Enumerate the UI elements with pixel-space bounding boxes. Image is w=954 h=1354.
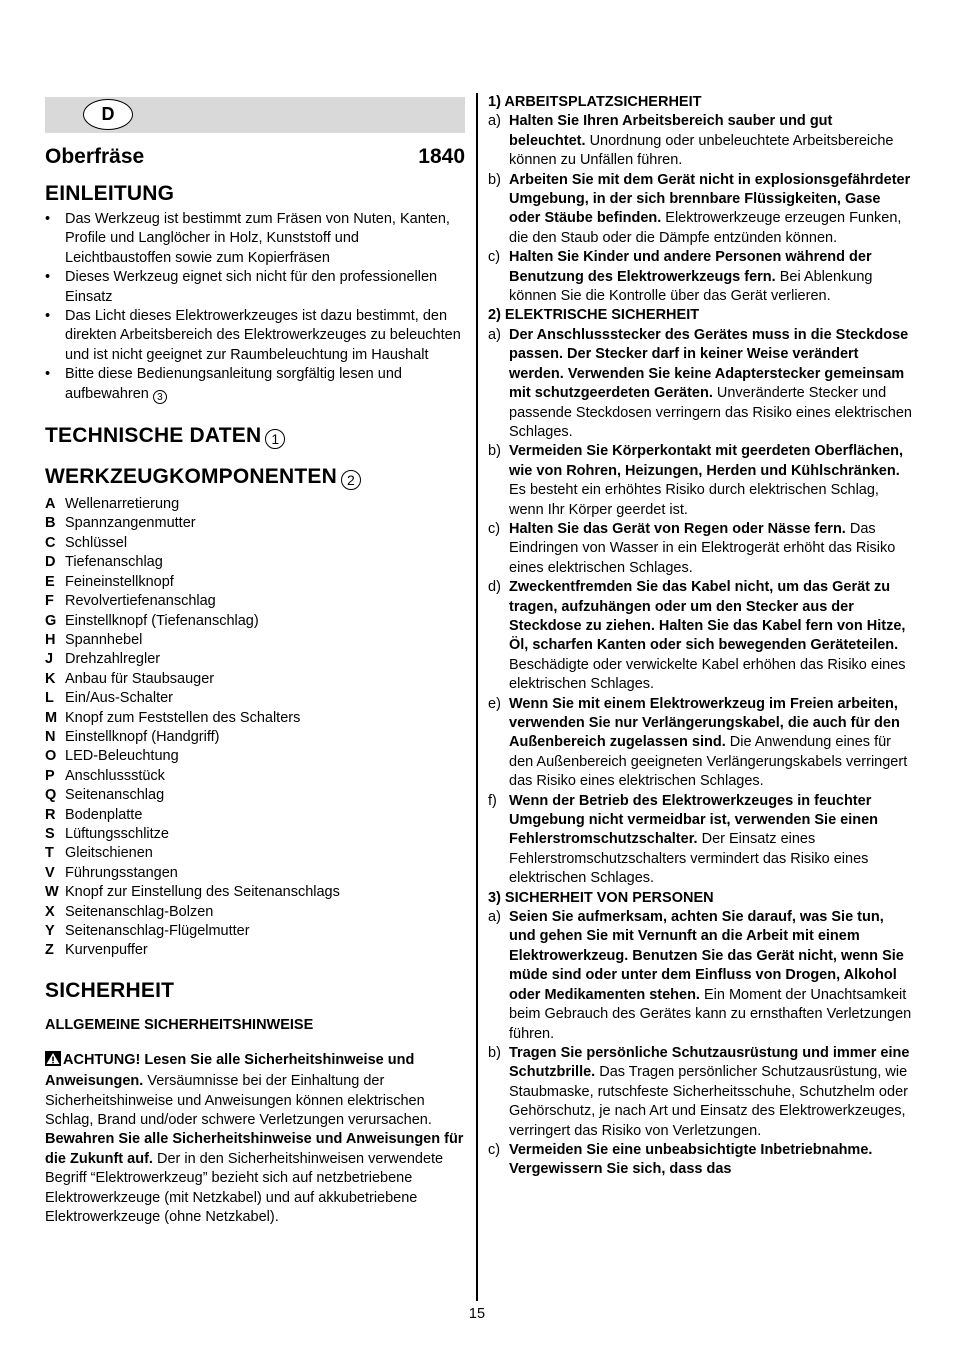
component-item <box>45 922 465 941</box>
component-item <box>45 553 465 572</box>
component-key: C <box>45 534 56 551</box>
item-letter: b) <box>488 443 501 460</box>
product-name: Oberfräse <box>45 145 145 168</box>
component-label: Führungsstangen <box>65 864 178 881</box>
safety-item <box>488 695 912 792</box>
component-key: K <box>45 670 56 687</box>
component-item <box>45 747 465 766</box>
component-item <box>45 592 465 611</box>
component-label: Gleitschienen <box>65 845 153 862</box>
safety-item <box>488 171 912 249</box>
component-label: Knopf zur Einstellung des Seitenanschlags <box>65 884 340 901</box>
component-key: R <box>45 806 56 823</box>
component-key: H <box>45 631 56 648</box>
component-item <box>45 495 465 514</box>
component-item <box>45 670 465 689</box>
list-item: • Das Werkzeug ist bestimmt zum Fräsen von Nuten, Kanten, Profile und Langlöcher in Holz, Kunststoff und Leichtbaustoffen sowie zum Kopierfräsen <box>45 211 450 266</box>
component-label: Lüftungsschlitze <box>65 825 169 842</box>
safety-item <box>488 520 912 578</box>
component-item <box>45 650 465 669</box>
component-key: O <box>45 748 57 765</box>
component-label: Anschlussstück <box>65 767 165 784</box>
component-key: N <box>45 728 56 745</box>
component-key: V <box>45 864 55 881</box>
component-label: Einstellknopf (Handgriff) <box>65 728 220 745</box>
component-key: T <box>45 845 54 862</box>
component-label: Spannzangenmutter <box>65 515 196 532</box>
component-item <box>45 612 465 631</box>
product-title-row <box>45 145 465 169</box>
page-number: 15 <box>468 1306 486 1322</box>
component-item <box>45 941 465 960</box>
component-item <box>45 864 465 883</box>
item-text: Halten Sie Ihren Arbeitsbereich sauber und gut beleuchtet. Unordnung oder unbeleuchtete Arbeitsbereiche können zu Unfällen führen. <box>509 113 894 169</box>
list-item: • Bitte diese Bedienungsanleitung sorgfältig lesen und aufbewahren 3 <box>45 366 402 403</box>
component-key: F <box>45 593 54 610</box>
item-letter: a) <box>488 326 501 343</box>
item-letter: b) <box>488 1044 501 1061</box>
item-text: Der Anschlussstecker des Gerätes muss in die Steckdose passen. Der Stecker darf in keiner Weise verändert werden. Verwenden Sie keine Adapterstecker gemeinsam mit schutzgeerdeten Geräten. Unveränderte Stecker und passende Steckdosen verringern das Risiko eines elektrischen Schlages. <box>509 326 912 440</box>
component-item <box>45 709 465 728</box>
component-key: W <box>45 884 59 901</box>
figure-ref-1: 1 <box>265 429 285 449</box>
list-item: • Dieses Werkzeug eignet sich nicht für den professionellen Einsatz <box>45 269 438 305</box>
item-letter: a) <box>488 113 501 130</box>
component-key: J <box>45 651 54 668</box>
component-key: G <box>45 612 57 629</box>
component-label: Seitenanschlag-Flügelmutter <box>65 923 250 939</box>
component-label: Wellenarretierung <box>65 496 180 513</box>
item-letter: c) <box>488 1141 501 1158</box>
component-item <box>45 689 465 708</box>
general-safety-heading: ALLGEMEINE SICHERHEITSHINWEISE <box>45 1016 314 1033</box>
component-label: Revolvertiefenanschlag <box>65 593 216 610</box>
component-item <box>45 728 465 747</box>
column-divider <box>476 93 478 1301</box>
product-model: 1840 <box>418 145 465 168</box>
component-key: M <box>45 709 58 726</box>
safety-item <box>488 326 912 442</box>
component-label: Tiefenanschlag <box>65 554 163 571</box>
component-key: L <box>45 690 54 707</box>
component-item <box>45 767 465 786</box>
component-label: Feineinstellknopf <box>65 573 174 590</box>
item-text: Halten Sie das Gerät von Regen oder Nässe fern. Das Eindringen von Wasser in ein Elektrogerät erhöht das Risiko eines elektrischen Schlages. <box>509 520 896 576</box>
safety-item <box>488 112 912 170</box>
component-item <box>45 844 465 863</box>
component-item <box>45 534 465 553</box>
component-key: D <box>45 554 56 571</box>
component-item <box>45 514 465 533</box>
tech-heading: TECHNISCHE DATEN 1 <box>45 424 465 449</box>
safety-item <box>488 908 912 1044</box>
item-letter: c) <box>488 249 501 266</box>
component-label: Spannhebel <box>65 631 143 648</box>
item-text: Wenn Sie mit einem Elektrowerkzeug im Freien arbeiten, verwenden Sie nur Verlängerungskabel, die auch für den Außenbereich zugelassen sind. Die Anwendung eines für den Außenbereich geeigneten Verlängerungskabels verringert das Risiko eines elektrischen Schlages. <box>509 695 908 790</box>
left-column <box>45 97 465 1227</box>
component-label: Einstellknopf (Tiefenanschlag) <box>65 612 259 629</box>
item-text: Vermeiden Sie eine unbeabsichtigte Inbetriebnahme. Vergewissern Sie sich, dass das <box>509 1141 873 1178</box>
component-key: E <box>45 573 55 590</box>
warning-icon <box>45 1051 61 1072</box>
safety-item <box>488 1044 912 1141</box>
item-letter: d) <box>488 579 501 596</box>
safety-item <box>488 248 912 306</box>
component-key: Z <box>45 942 54 959</box>
figure-ref-3: 3 <box>153 390 167 404</box>
component-label: Knopf zum Feststellen des Schalters <box>65 709 301 726</box>
item-text: Wenn der Betrieb des Elektrowerkzeuges in feuchter Umgebung nicht vermeidbar ist, verwenden Sie einen Fehlerstromschutzschalter. Der Einsatz eines Fehlerstromschutzschalters vermindert das Risiko eines elektrischen Schlages. <box>509 792 879 887</box>
component-label: Ein/Aus-Schalter <box>65 690 173 707</box>
right-column <box>488 93 912 1180</box>
item-letter: c) <box>488 520 501 537</box>
safety-item <box>488 1141 912 1180</box>
components-list <box>45 495 465 961</box>
component-label: LED-Beleuchtung <box>65 748 179 765</box>
item-text: Halten Sie Kinder und andere Personen während der Benutzung des Elektrowerkzeugs fern. Bei Ablenkung können Sie die Kontrolle über das Gerät verlieren. <box>509 249 873 305</box>
component-key: Y <box>45 923 55 939</box>
item-text: Seien Sie aufmerksam, achten Sie darauf, was Sie tun, und gehen Sie mit Vernunft an die Arbeit mit einem Elektrowerkzeug. Benutzen Sie das Gerät nicht, wenn Sie müde sind oder unter dem Einfluss von Drogen, Alkohol oder Medikamenten stehen. Ein Moment der Unachtsamkeit beim Gebrauch des Gerätes kann zu ernsthaften Verletzungen führen. <box>509 909 912 1042</box>
component-label: Seitenanschlag-Bolzen <box>65 903 214 920</box>
item-letter: e) <box>488 695 501 712</box>
component-label: Drehzahlregler <box>65 651 161 668</box>
component-key: X <box>45 903 55 920</box>
component-key: A <box>45 496 56 513</box>
safety-heading: SICHERHEIT <box>45 978 175 1002</box>
component-item <box>45 631 465 650</box>
item-text: Tragen Sie persönliche Schutzausrüstung und immer eine Schutzbrille. Das Tragen persönlicher Schutzausrüstung, wie Staubmaske, rutschfeste Sicherheitsschuhe, Schutzhelm oder Gehörschutz, je nach Art und Einsatz des Elektrowerkzeuges, verringert das Risiko von Verletzungen. <box>509 1044 910 1139</box>
item-letter: a) <box>488 909 501 926</box>
item-letter: f) <box>488 792 497 809</box>
item-text: Zweckentfremden Sie das Kabel nicht, um das Gerät zu tragen, aufzuhängen oder um den Stecker aus der Steckdose zu ziehen. Halten Sie das Kabel fern von Hitze, Öl, scharfen Kanten oder sich bewegenden Geräteteilen. Beschädigte oder verwickelte Kabel erhöhen das Risiko eines elektrischen Schlages. <box>509 579 906 693</box>
component-key: S <box>45 825 55 842</box>
components-heading: WERKZEUGKOMPONENTEN 2 <box>45 465 465 490</box>
list-item: • Das Licht dieses Elektrowerkzeuges ist dazu bestimmt, den direkten Arbeitsbereich des Elektrowerkzeuges zu beleuchten und ist nicht geeignet zur Raumbeleuchtung im Haushalt <box>45 308 461 363</box>
component-label: Anbau für Staubsauger <box>65 670 215 687</box>
component-key: P <box>45 767 55 784</box>
figure-ref-2: 2 <box>341 470 361 490</box>
component-item <box>45 883 465 902</box>
safety-item <box>488 578 912 694</box>
component-label: Seitenanschlag <box>65 787 165 804</box>
component-item <box>45 903 465 922</box>
component-label: Kurvenpuffer <box>65 942 148 959</box>
item-letter: b) <box>488 171 501 188</box>
safety-item <box>488 442 912 520</box>
section-heading: 2) ELEKTRISCHE SICHERHEIT <box>488 307 700 324</box>
section-heading: 1) ARBEITSPLATZSICHERHEIT <box>488 94 702 110</box>
item-text: Arbeiten Sie mit dem Gerät nicht in explosionsgefährdeter Umgebung, in der sich brennbare Flüssigkeiten, Gase oder Stäube befinden. Elektrowerkzeuge erzeugen Funken, die den Staub oder die Dämpfe entzünden können. <box>509 171 911 246</box>
component-item <box>45 806 465 825</box>
item-text: Vermeiden Sie Körperkontakt mit geerdeten Oberflächen, wie von Rohren, Heizungen, Herden und Kühlschränken. Es besteht ein erhöhtes Risiko durch elektrischen Schlag, wenn Ihr Körper geerdet ist. <box>509 443 904 518</box>
component-label: Schlüssel <box>65 534 128 551</box>
component-label: Bodenplatte <box>65 806 143 823</box>
component-key: Q <box>45 787 57 804</box>
component-item <box>45 573 465 592</box>
component-key: B <box>45 515 56 532</box>
safety-item <box>488 792 912 889</box>
component-item <box>45 786 465 805</box>
intro-heading: EINLEITUNG <box>45 182 175 205</box>
language-badge: D <box>83 99 133 130</box>
language-bar <box>45 97 465 133</box>
component-item <box>45 825 465 844</box>
intro-bullets <box>45 210 465 404</box>
warning-paragraph: ACHTUNG! Lesen Sie alle Sicherheitshinweise und Anweisungen. Versäumnisse bei der Einhaltung der Sicherheitshinweise und Anweisungen können elektrischen Schlag, Brand und/oder schwere Verletzungen verursachen. Bewahren Sie alle Sicherheitshinweise und Anweisungen für die Zukunft auf. Der in den Sicherheitshinweisen verwendete Begriff “Elektrowerkzeug” bezieht sich auf netzbetriebene Elektrowerkzeuge (mit Netzkabel) und auf akkubetriebene Elektrowerkzeuge (ohne Netzkabel). <box>45 1051 464 1226</box>
section-heading: 3) SICHERHEIT VON PERSONEN <box>488 889 714 906</box>
